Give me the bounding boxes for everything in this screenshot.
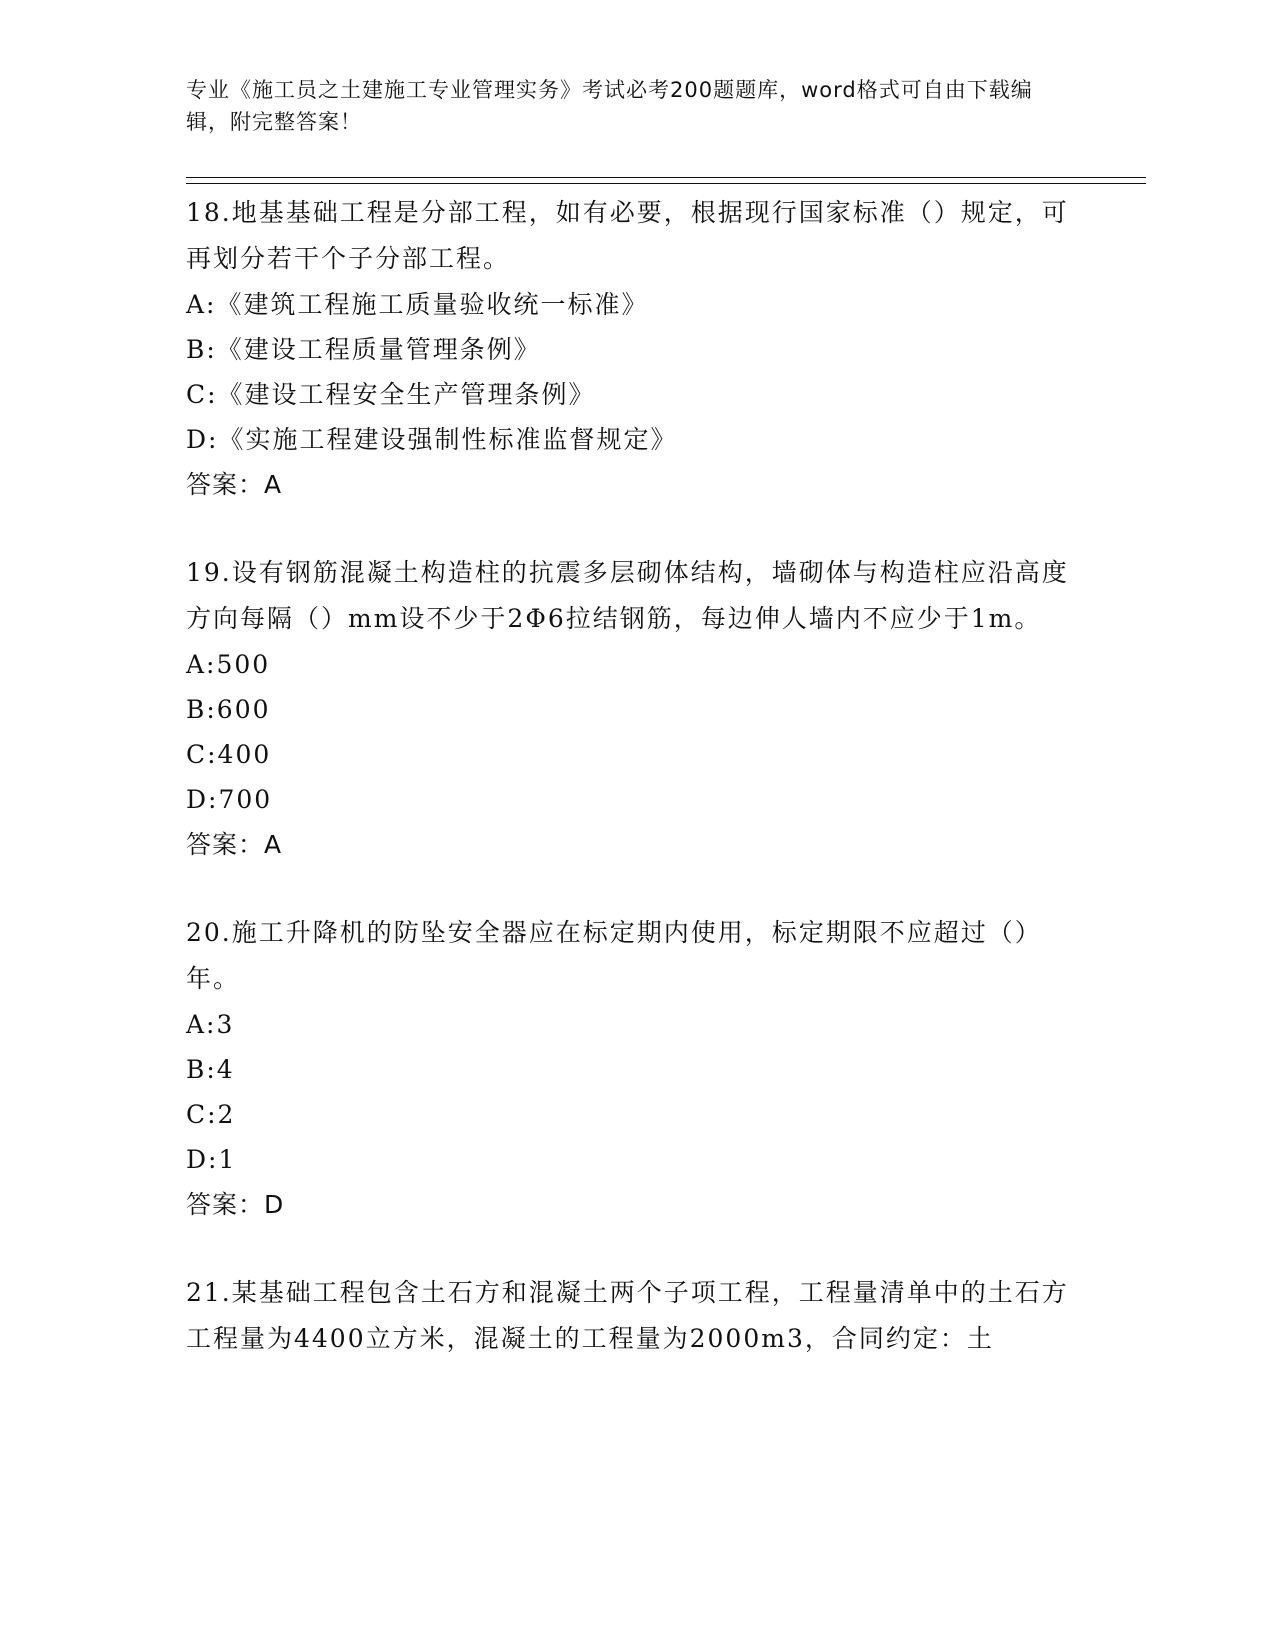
question-19 [186, 550, 1086, 868]
option-a: A:500 [186, 650, 271, 679]
option-c: C:2 [186, 1100, 236, 1129]
header-divider-top [186, 177, 1146, 178]
header-divider-bottom [186, 183, 1146, 184]
question-stem: 19.设有钢筋混凝土构造柱的抗震多层砌体结构，墙砌体与构造柱应沿高度方向每隔（）mm设不少于2Φ6拉结钢筋，每边伸人墙内不应少于1m。 [186, 558, 1069, 633]
answer: 答案：A [186, 470, 283, 499]
answer: 答案：A [186, 830, 283, 859]
option-b: B:600 [186, 695, 271, 724]
document-header: 专业《施工员之土建施工专业管理实务》考试必考200题题库，word格式可自由下载编辑，附完整答案！ [186, 78, 1033, 134]
option-b: B:《建设工程质量管理条例》 [186, 335, 541, 364]
option-c: C:《建设工程安全生产管理条例》 [186, 380, 596, 409]
question-21 [186, 1270, 1086, 1362]
option-c: C:400 [186, 740, 272, 769]
option-b: B:4 [186, 1055, 235, 1084]
answer: 答案：D [186, 1190, 285, 1219]
question-18 [186, 190, 1086, 508]
option-d: D:《实施工程建设强制性标准监督规定》 [186, 425, 678, 454]
question-stem: 21.某基础工程包含土石方和混凝土两个子项工程，工程量清单中的土石方工程量为4400立方米，混凝土的工程量为2000m3，合同约定：土 [186, 1278, 1069, 1353]
question-list [186, 190, 1086, 1404]
option-d: D:1 [186, 1145, 237, 1174]
option-d: D:700 [186, 785, 273, 814]
question-stem: 18.地基基础工程是分部工程，如有必要，根据现行国家标准（）规定，可再划分若干个子分部工程。 [186, 198, 1069, 273]
option-a: A:《建筑工程施工质量验收统一标准》 [186, 290, 649, 319]
question-stem: 20.施工升降机的防坠安全器应在标定期内使用，标定期限不应超过（）年。 [186, 918, 1042, 993]
question-20 [186, 910, 1086, 1228]
option-a: A:3 [186, 1010, 235, 1039]
